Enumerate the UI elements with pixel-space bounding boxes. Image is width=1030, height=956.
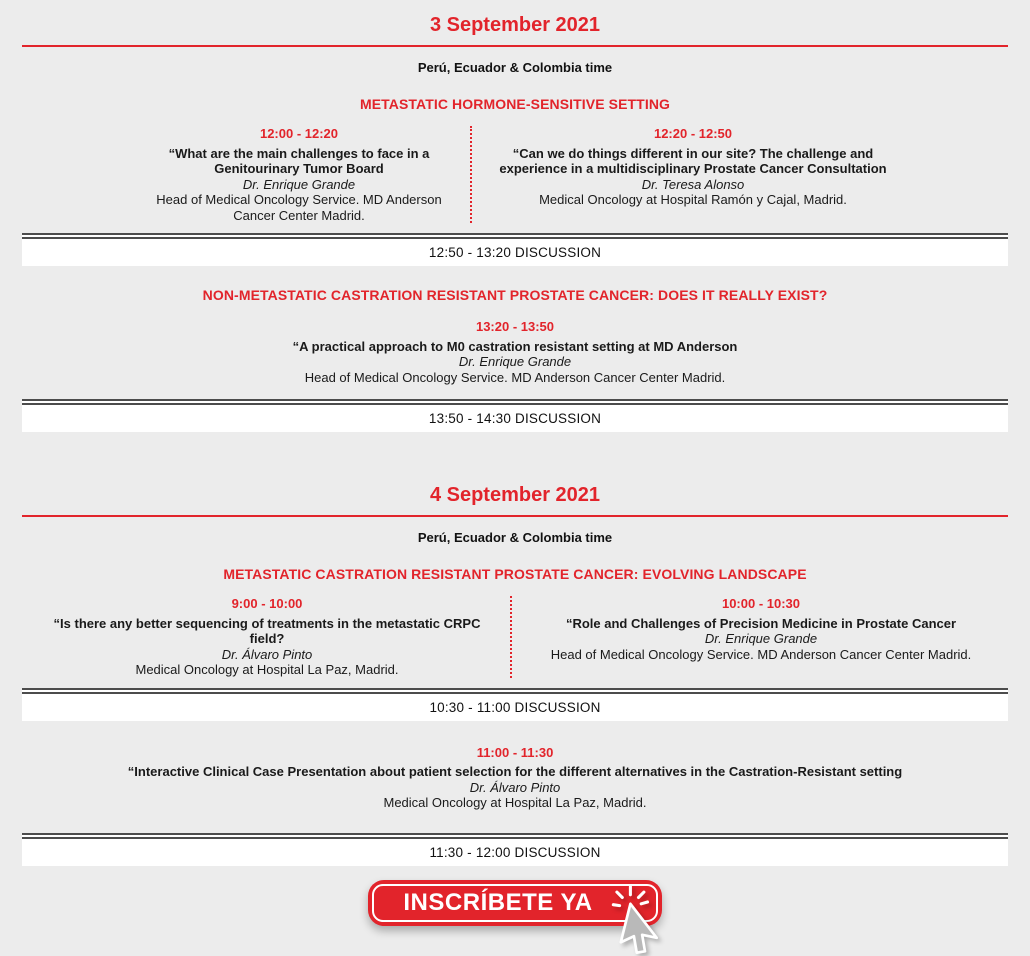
day-2-title: 4 September 2021 — [429, 484, 601, 506]
speaker-name: Dr. Teresa Alonso — [641, 176, 745, 192]
speaker-affiliation: Head of Medical Oncology Service. MD Anderson Cancer Center Madrid. — [304, 369, 726, 385]
session-left — [0, 126, 470, 223]
speaker-affiliation: Medical Oncology at Hospital La Paz, Madrid. — [135, 662, 399, 677]
discussion-band: 11:30 - 12:00 DISCUSSION — [22, 833, 1008, 866]
red-divider-rule — [22, 45, 1008, 47]
speaker-name: Dr. Álvaro Pinto — [469, 779, 561, 795]
day-1-track-1-heading: METASTATIC HORMONE-SENSITIVE SETTING — [359, 96, 671, 112]
speaker-affiliation: Head of Medical Oncology Service. MD Anderson Cancer Center Madrid. — [550, 646, 972, 662]
day-2-section — [0, 484, 1030, 866]
discussion-band: 13:50 - 14:30 DISCUSSION — [22, 399, 1008, 432]
day-2-session-columns — [0, 596, 1030, 678]
discussion-band: 12:50 - 13:20 DISCUSSION — [22, 233, 1008, 266]
session-time: 13:20 - 13:50 — [475, 319, 555, 334]
day-1-title: 3 September 2021 — [429, 14, 601, 36]
session-time: 11:00 - 11:30 — [476, 744, 554, 760]
register-button[interactable] — [368, 880, 662, 926]
day-1-timezone: Perú, Ecuador & Colombia time — [417, 60, 613, 75]
day-1-track-2-heading: NON-METASTATIC CASTRATION RESISTANT PROSTATE CANCER: DOES IT REALLY EXIST? — [202, 287, 828, 303]
day-2-track-1-heading: METASTATIC CASTRATION RESISTANT PROSTATE CANCER: EVOLVING LANDSCAPE — [223, 566, 807, 582]
register-section — [0, 880, 1030, 926]
session-title: “Is there any better sequencing of treatments in the metastatic CRPC field? — [53, 615, 481, 646]
speaker-affiliation: Medical Oncology at Hospital Ramón y Cajal, Madrid. — [539, 192, 847, 207]
session-right — [510, 596, 1030, 678]
session-time: 9:00 - 10:00 — [231, 596, 303, 611]
day-1-session-columns — [0, 126, 1030, 223]
red-divider-rule — [22, 515, 1008, 517]
day-2-timezone: Perú, Ecuador & Colombia time — [417, 530, 613, 545]
discussion-band: 10:30 - 11:00 DISCUSSION — [22, 688, 1008, 721]
session-right — [470, 126, 1030, 223]
speaker-name: Dr. Enrique Grande — [458, 354, 572, 369]
session-time: 10:00 - 10:30 — [721, 596, 801, 611]
session-full-width — [0, 319, 1030, 385]
speaker-name: Dr. Enrique Grande — [704, 631, 818, 646]
speaker-affiliation: Medical Oncology at Hospital La Paz, Madrid. — [383, 795, 647, 810]
session-time: 12:00 - 12:20 — [259, 126, 339, 141]
session-title: “Role and Challenges of Precision Medicine in Prostate Cancer — [565, 615, 957, 631]
speaker-name: Dr. Enrique Grande — [242, 176, 356, 192]
session-time: 12:20 - 12:50 — [653, 126, 733, 141]
session-left — [0, 596, 510, 678]
click-cursor-icon — [608, 884, 678, 956]
session-title: “Interactive Clinical Case Presentation about patient selection for the different alternatives in the Castration-Resistant setting — [127, 764, 903, 779]
speaker-name: Dr. Álvaro Pinto — [221, 646, 313, 662]
session-title: “Can we do things different in our site? The challenge and experience in a multidisciplinary Prostate Cancer Consultation — [499, 145, 887, 176]
session-title: “A practical approach to M0 castration resistant setting at MD Anderson — [292, 338, 738, 354]
register-button-label: INSCRÍBETE YA — [403, 888, 593, 916]
session-full-width — [0, 745, 1030, 811]
session-title: “What are the main challenges to face in a Genitourinary Tumor Board — [168, 145, 430, 176]
speaker-affiliation: Head of Medical Oncology Service. MD Anderson Cancer Center Madrid. — [156, 192, 442, 223]
day-1-section — [0, 14, 1030, 432]
